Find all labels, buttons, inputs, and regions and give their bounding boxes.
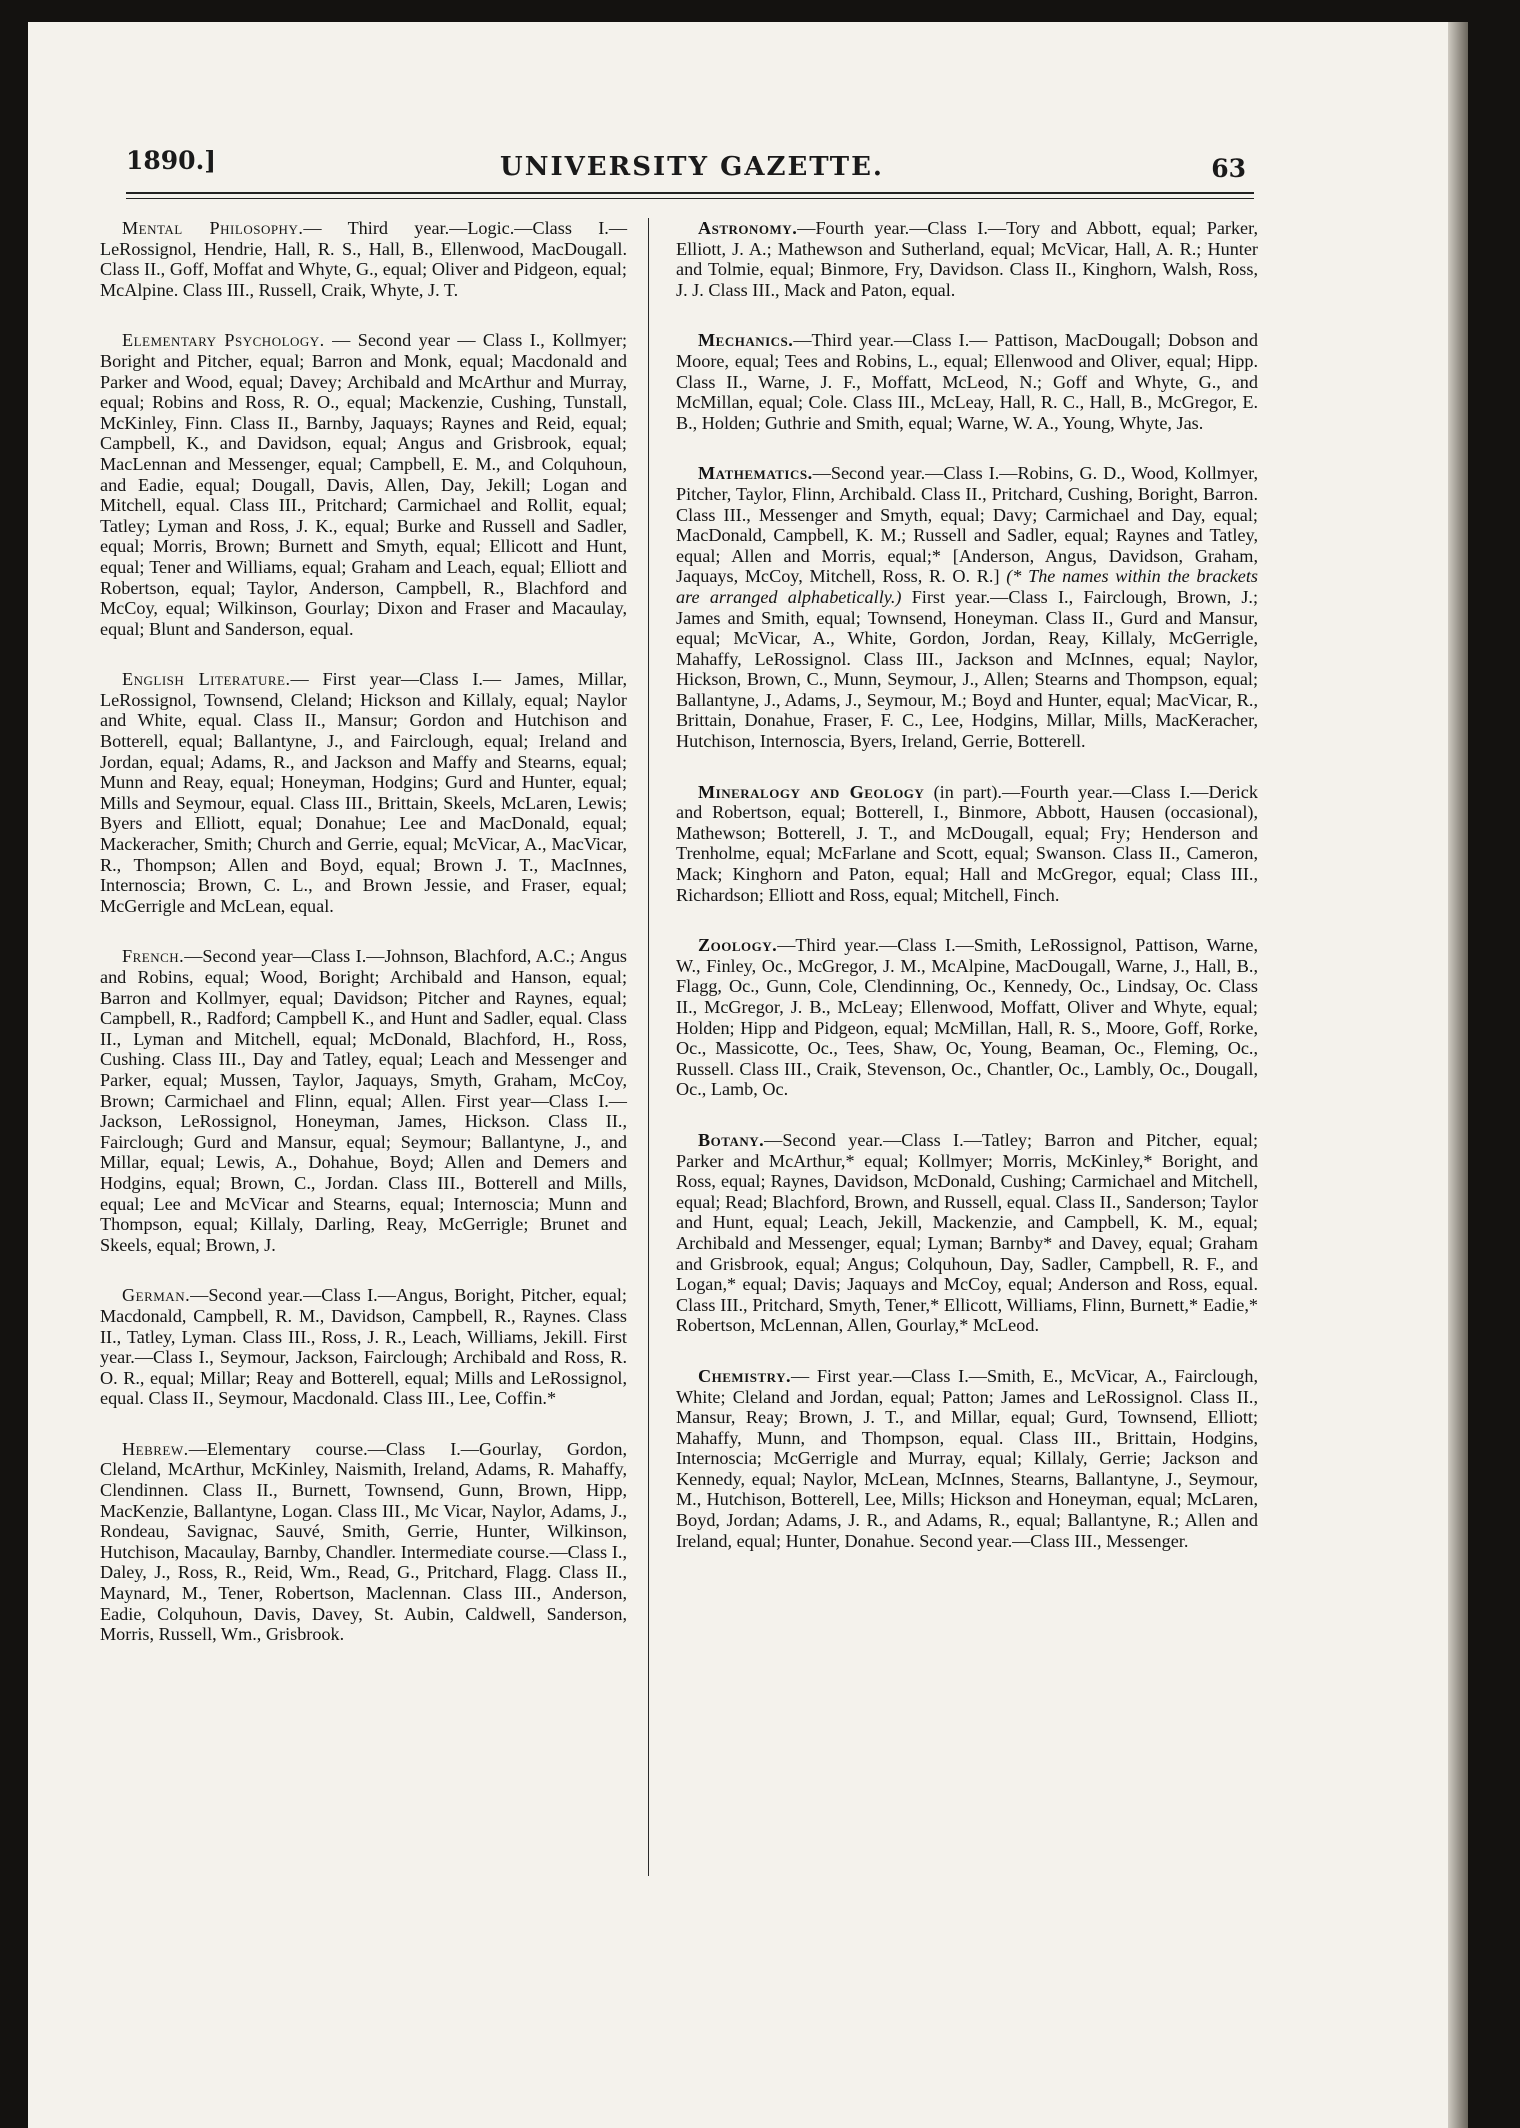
section-text: —Second year.—Class I.—Tatley; Barron and Pitcher, equal; Parker and McArthur,* equal; Kollmyer; Morris, McKinley,* Boright, and Ross, equal; Raynes, Davidson, McDonald, Cushing; Carmichael and Mitchell, equal; Read; Blachford, Brown, and Russell, equal. Class II., Sanderson; Taylor and Hunt, equal; Leach, Jekill, Mackenzie, and Campbell, K. M., equal; Archibald and Messenger, equal; Lyman; Barnby* and Davey, equal; Graham and Grisbrook, equal; Angus; Colquhoun, Day, Sadler, Campbell, R. F., and Logan,* equal; Davis; Jaquays and McCoy, equal; Anderson and Ross, equal. Class III., Pritchard, Smyth, Tener,* Ellicott, Williams, Flinn, Burnett,* Eadie,* Robertson, McLennan, Allen, Gourlay,* McLeod. — [676, 1129, 1258, 1336]
section-text: — Third year.—Logic.—Class I.—LeRossignol, Hendrie, Hall, R. S., Hall, B., Ellenwood, MacDougall. Class II., Goff, Moffat and Whyte, G., equal; Oliver and Pidgeon, equal; McAlpine. Class III., Russell, Craik, Whyte, J. T. — [100, 218, 628, 300]
section-text: —Fourth year.—Class I.—Tory and Abbott, equal; Parker, Elliott, J. A.; Mathewson and Sutherland, equal; McVicar, Hall, A. R.; Hunter and Tolmie, equal; Binmore, Fry, Davidson. Class II., Kinghorn, Walsh, Ross, J. J. Class III., Mack and Paton, equal. — [676, 218, 1258, 300]
section-mineralogy-geology — [676, 782, 1258, 906]
section-heading: Botany. — [698, 1129, 765, 1150]
section-text: —Third year.—Class I.—Smith, LeRossignol, Pattison, Warne, W., Finley, Oc., McGregor, J. M., McAlpine, MacDougall, Warne, J., Hall, B., Flagg, Oc., Gunn, Cole, Clendinning, Oc., Kennedy, Oc., Lindsay, Oc. Class II., McGregor, J. B., McLeay; Ellenwood, Moffatt, Oliver and Whyte, equal; Holden; Hipp and Pidgeon, equal; McMillan, Hall, R. S., Moore, Goff, Rorke, Oc., Massicotte, Oc., Tees, Shaw, Oc, Young, Beaman, Oc., Fleming, Oc., Russell. Class III., Craik, Stevenson, Oc., Chantler, Oc., Lambly, Oc., Dougall, Oc., Lamb, Oc. — [676, 935, 1258, 1100]
gazette-page — [28, 22, 1468, 2128]
section-heading: Mathematics. — [698, 463, 813, 484]
header-year: 1890.] — [126, 146, 217, 175]
header-title: UNIVERSITY GAZETTE. — [500, 152, 884, 182]
section-german — [100, 1285, 627, 1409]
section-heading: Chemistry. — [698, 1365, 792, 1386]
section-text: —Second year.—Class I.—Robins, G. D., Wood, Kollmyer, Pitcher, Taylor, Flinn, Archibald. Class II., Pritchard, Cushing, Boright, Barron. Class III., Messenger and Smyth, equal; Davy; Carmichael and Day, equal; MacDonald, Campbell, K. M.; Russell and Sadler, equal; Raynes and Tatley, equal; Allen and Morris, equal;* [Anderson, Angus, Davidson, Graham, Jaquays, McCoy, Mitchell, Ross, R. O. R.] — [676, 463, 1258, 587]
page-header — [126, 128, 1258, 183]
section-text: — First year—Class I.— James, Millar, LeRossignol, Townsend, Cleland; Hickson and Killaly, equal; Naylor and White, equal. Class II., Mansur; Gordon and Hutchison and Botterell, equal; Ballantyne, J., and Fairclough, equal; Ireland and Jordan, equal; Adams, R., and Jackson and Maffy and Stearns, equal; Munn and Reay, equal; Honeyman, Hodgins; Gurd and Hunter, equal; Mills and Seymour, equal. Class III., Brittain, Skeels, McLaren, Lewis; Byers and Elliott, equal; Donahue; Lee and MacDonald, equal; Mackeracher, Smith; Church and Gerrie, equal; McVicar, A., MacVicar, R., Thompson; Allen and Boyd, equal; Brown J. T., MacInnes, Internoscia; Brown, C. L., and Brown Jessie, and Fraser, equal; McGerrigle and McLean, equal. — [100, 669, 627, 916]
section-heading: French. — [122, 946, 185, 967]
header-rule-thick — [126, 192, 1254, 194]
footnote-text: (* The names within the brackets are arranged alphabetically.) — [676, 566, 1259, 607]
section-text: — Second year — Class I., Kollmyer; Boright and Pitcher, equal; Barron and Monk, equal; Macdonald and Parker and Wood, equal; Davey; Archibald and McArthur and Murray, equal; Robins and Ross, R. O., equal; Mackenzie, Cushing, Tunstall, McKinley, Finn. Class II., Barnby, Jaquays; Raynes and Reid, equal; Campbell, K., and Davidson, equal; Angus and Grisbrook, equal; MacLennan and Messenger, equal; Campbell, E. M., and Colquhoun, and Eadie, equal; Dougall, Davis, Allen, Day, Jekill; Logan and Mitchell, equal. Class III., Pritchard; Carmichael and Rollit, equal; Tatley; Lyman and Ross, J. K., equal; Burke and Russell and Sadler, equal; Morris, Brown; Burnett and Smyth, equal; Ellicott and Hunt, equal; Tener and Williams, equal; Graham and Leach, equal; Elliott and Robertson, equal; Taylor, Anderson, Campbell, R., Blachford and McCoy, equal; Wilkinson, Gourlay; Dixon and Fraser and Macaulay, equal; Blunt and Sanderson, equal. — [100, 330, 627, 639]
section-english-literature — [100, 669, 627, 916]
section-heading: Zoology. — [698, 935, 778, 956]
section-text: —Second year—Class I.—Johnson, Blachford, A.C.; Angus and Robins, equal; Wood, Boright; Archibald and Hanson, equal; Barron and Kollmyer, equal; Davidson; Pitcher and Raynes, equal; Campbell, R., Radford; Campbell K., and Hunt and Sadler, equal. Class II., Lyman and Mitchell, equal; McDonald, Blachford, H., Ross, Cushing. Class III., Day and Tatley, equal; Leach and Messenger and Parker, equal; Mussen, Taylor, Jaquays, Smyth, Graham, McCoy, Brown; Carmichael and Flinn, equal; Allen. First year—Class I.—Jackson, LeRossignol, Honeyman, James, Hickson. Class II., Fairclough; Gurd and Mansur, equal; Seymour; Ballantyne, J., and Millar, equal; Lewis, A., Dohahue, Boyd; Allen and Demers and Hodgins, equal; Brown, C., Jordan. Class III., Botterell and Mills, equal; Lee and McVicar and Stearns, equal; Internoscia; Munn and Thompson, equal; Killaly, Darling, Reay, McGerrigle; Brunet and Skeels, equal; Brown, J. — [100, 946, 627, 1255]
header-rule-thin — [126, 198, 1254, 199]
left-column — [100, 218, 627, 1675]
section-french — [100, 946, 627, 1255]
right-column — [676, 218, 1258, 1581]
section-heading: English Literature. — [122, 669, 291, 690]
section-mechanics — [676, 330, 1258, 433]
section-hebrew — [100, 1439, 627, 1645]
section-text: — First year.—Class I.—Smith, E., McVicar, A., Fairclough, White; Cleland and Jordan, equal; Patton; James and LeRossignol. Class II., Mansur, Reay; Brown, J. T., and Millar, equal; Gurd, Townsend, Elliott; Mahaffy, Munn, and Thompson, equal. Class III., Brittain, Hodgins, Internoscia; McGerrigle and Murray, equal; Killaly, Gerrie; Jackson and Kennedy, equal; Naylor, McLean, McInnes, Stearns, Ballantyne, J., Seymour, M., Hutchison, Botterell, Lee, Mills; Hickson and Honeyman, equal; McLaren, Boyd, Jordan; Adams, J. R., and Adams, R., equal; Ballantyne, R.; Allen and Ireland, equal; Hunter, Donahue. Second year.—Class III., Messenger. — [676, 1365, 1258, 1551]
page-number: 63 — [1211, 154, 1246, 183]
section-text: —Third year.—Class I.— Pattison, MacDougall; Dobson and Moore, equal; Tees and Robins, L., equal; Ellenwood and Oliver, equal; Hipp. Class II., Warne, J. F., Moffatt, McLeod, N.; Goff and Whyte, G., and McMillan, equal; Cole. Class III., McLeay, Hall, R. C., Hall, B., McGregor, E. B., Holden; Guthrie and Smith, equal; Warne, W. A., Young, Whyte, Jas. — [676, 330, 1258, 433]
section-text: —Second year.—Class I.—Angus, Boright, Pitcher, equal; Macdonald, Campbell, R. M., Davidson, Campbell, R., Raynes. Class II., Tatley, Lyman. Class III., Ross, J. R., Leach, Williams, Jekill. First year.—Class I., Seymour, Jackson, Fairclough; Archibald and Ross, R. O. R., equal; Millar; Reay and Botterell, equal; Mills and LeRossignol, equal. Class II., Seymour, Macdonald. Class III., Lee, Coffin.* — [100, 1285, 627, 1409]
section-heading: Mental Philosophy. — [122, 218, 304, 238]
section-heading: Astronomy. — [698, 218, 798, 238]
section-heading: German. — [122, 1285, 191, 1306]
section-heading: Elementary Psychology. — [122, 330, 325, 351]
section-mathematics — [676, 463, 1258, 751]
column-divider — [648, 218, 649, 1876]
section-heading: Hebrew. — [122, 1438, 189, 1459]
section-text: (in part).—Fourth year.—Class I.—Derick and Robertson, equal; Botterell, I., Binmore, Abbott, Hausen (occasional), Mathewson; Botterell, J. T., and McDougall, equal; Fry; Henderson and Trenholme, equal; McFarlane and Scott, equal; Swanson. Class II., Cameron, Mack; Kinghorn and Paton, equal; Hall and McGregor, equal; Class III., Richardson; Elliott and Ross, equal; Mitchell, Finch. — [676, 781, 1258, 905]
section-chemistry — [676, 1366, 1258, 1551]
section-mental-philosophy — [100, 218, 627, 300]
section-heading: Mineralogy and Geology — [698, 781, 925, 802]
section-text: —Elementary course.—Class I.—Gourlay, Gordon, Cleland, McArthur, McKinley, Naismith, Ireland, Adams, R. Mahaffy, Clendinnen. Class II., Burnett, Townsend, Gunn, Brown, Hipp, MacKenzie, Ballantyne, Logan. Class III., Mc Vicar, Naylor, Adams, J., Rondeau, Savignac, Sauvé, Smith, Gerrie, Hunter, Wilkinson, Hutchison, Macaulay, Barnby, Chandler. Intermediate course.—Class I., Daley, J., Ross, R., Reid, Wm., Read, G., Pritchard, Flagg. Class II., Maynard, M., Tener, Robertson, Maclennan. Class III., Anderson, Eadie, Colquhoun, Davis, Davey, St. Aubin, Caldwell, Sanderson, Morris, Russell, Wm., Grisbrook. — [100, 1438, 627, 1645]
section-astronomy — [676, 218, 1258, 300]
section-botany — [676, 1130, 1258, 1336]
section-zoology — [676, 935, 1258, 1100]
section-text-continued: First year.—Class I., Fairclough, Brown, J.; James and Smith, equal; Townsend, Honeyman. Class II., Gurd and Mansur, equal; McVicar, A., White, Gordon, Jordan, Reay, Killaly, McGerrigle, Mahaffy, LeRossignol. Class III., Jackson and McInnes, equal; Naylor, Hickson, Brown, C., Munn, Seymour, J., Allen; Stearns and Thompson, equal; Ballantyne, J., Adams, J., Seymour, M.; Boyd and Hunter, equal; MacVicar, R., Brittain, Donahue, Fraser, F. C., Lee, Hodgins, Millar, Mills, MacKeracher, Hutchison, Internoscia, Byers, Ireland, Gerrie, Botterell. — [676, 586, 1258, 752]
section-elementary-psychology — [100, 330, 627, 639]
section-heading: Mechanics. — [698, 330, 794, 351]
